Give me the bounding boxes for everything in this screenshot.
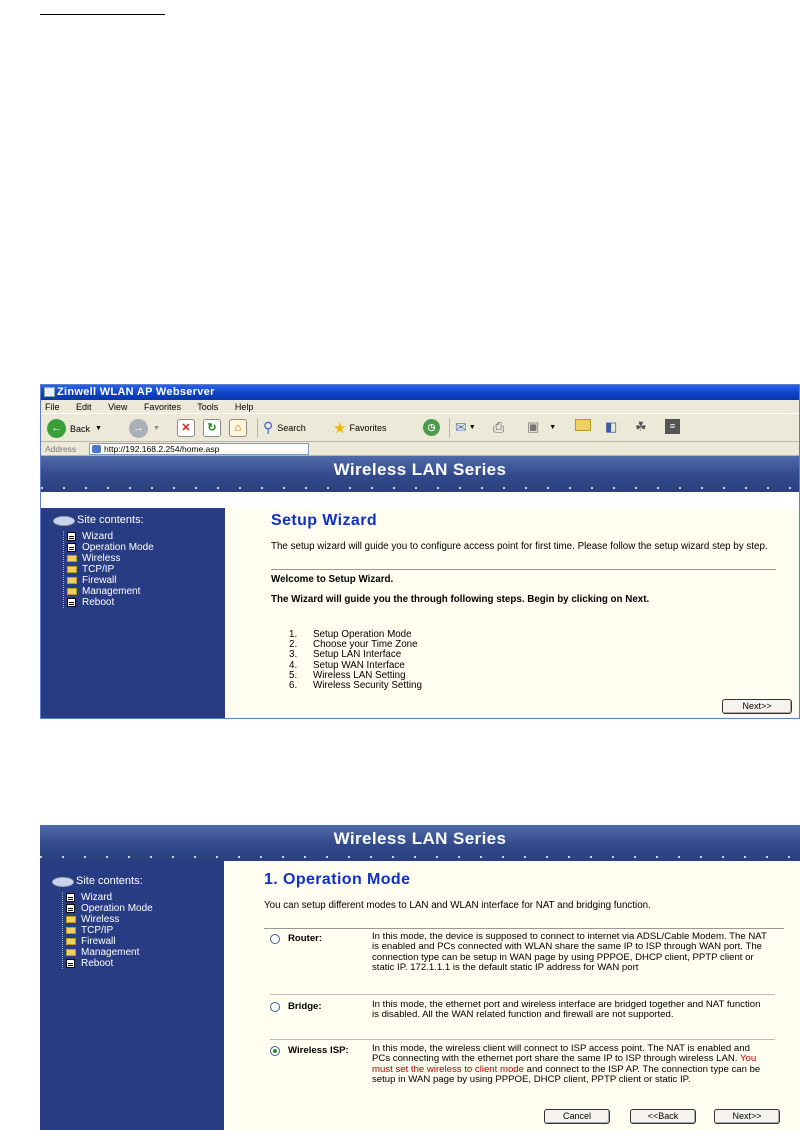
toolbar-separator bbox=[449, 418, 450, 438]
sidebar-item-firewall[interactable] bbox=[64, 575, 154, 586]
step-number: 3. bbox=[289, 649, 298, 661]
sidebar-item-label: Firewall bbox=[81, 936, 116, 947]
search-icon: ⚲ bbox=[263, 419, 274, 435]
folder-icon bbox=[66, 938, 76, 945]
divider bbox=[264, 928, 784, 929]
menu-bar bbox=[41, 400, 799, 414]
folder-icon bbox=[66, 927, 76, 934]
page-title: 1. Operation Mode bbox=[264, 871, 411, 888]
step-number: 6. bbox=[289, 680, 298, 692]
back-label: Back bbox=[70, 423, 91, 434]
step-text: Wireless LAN Setting bbox=[313, 669, 406, 681]
sidebar-item-label: Management bbox=[82, 586, 141, 597]
refresh-button[interactable] bbox=[203, 419, 221, 437]
address-label: Address bbox=[45, 444, 77, 454]
back-arrow-icon: ← bbox=[47, 419, 66, 438]
ie-app-icon bbox=[44, 387, 55, 397]
site-contents-label: Site contents: bbox=[77, 514, 144, 526]
dropdown-arrow-icon: ▼ bbox=[95, 425, 102, 432]
sidebar-item-tcpip[interactable] bbox=[63, 925, 153, 936]
sidebar-item-reboot[interactable] bbox=[63, 958, 153, 969]
main-content bbox=[224, 861, 800, 1130]
page-title: Setup Wizard bbox=[271, 512, 377, 529]
sidebar-item-wizard[interactable] bbox=[63, 892, 153, 903]
router-description: In this mode, the device is supposed to connect to internet via ADSL/Cable Modem. The NAT is enabled and PCs connected with WLAN share the same IP to ISP through WAN port. The connection type can be setup in WAN page by using PPPOE, DHCP client, PPTP client or static IP. 172.1.1.1 is the default static IP address for WAN port bbox=[372, 931, 767, 974]
page-icon bbox=[66, 904, 75, 913]
step-number: 1. bbox=[289, 629, 298, 640]
sidebar-item-label: Wizard bbox=[81, 892, 113, 903]
sidebar-item-label: Wireless bbox=[81, 914, 120, 925]
sidebar-item-firewall[interactable] bbox=[63, 936, 153, 947]
sidebar-item-wireless[interactable] bbox=[64, 553, 154, 564]
step-number: 4. bbox=[289, 659, 298, 671]
bridge-label: Bridge: bbox=[288, 1001, 322, 1012]
menu-favorites[interactable]: Favorites bbox=[143, 402, 181, 412]
sidebar-item-label: Wizard bbox=[82, 531, 114, 542]
folder-icon bbox=[67, 588, 77, 595]
sidebar-item-reboot[interactable] bbox=[64, 597, 154, 608]
sidebar-item-label: Reboot bbox=[82, 597, 115, 608]
bridge-radio[interactable] bbox=[270, 1002, 280, 1012]
forward-button[interactable] bbox=[129, 419, 160, 438]
window-title: Zinwell WLAN AP Webserver bbox=[57, 386, 215, 398]
next-button[interactable]: Next>> bbox=[714, 1109, 780, 1124]
step-text: Setup WAN Interface bbox=[313, 659, 405, 671]
folder-icon bbox=[67, 555, 77, 562]
step-text: Choose your Time Zone bbox=[313, 639, 418, 651]
wireless-isp-warning: You must set the wireless to client mode bbox=[372, 1053, 757, 1075]
paw-icon: ☘ bbox=[635, 419, 647, 434]
folder-icon bbox=[67, 566, 77, 573]
home-icon: ⌂ bbox=[229, 419, 247, 437]
mail-icon: ✉ bbox=[455, 419, 467, 435]
dropdown-arrow-icon: ▼ bbox=[153, 425, 160, 432]
dropdown-arrow-icon: ▼ bbox=[549, 423, 557, 431]
favorites-label: Favorites bbox=[349, 423, 387, 433]
step-number: 5. bbox=[289, 669, 298, 681]
sidebar-item-management[interactable] bbox=[63, 947, 153, 958]
sidebar-item-label: Reboot bbox=[81, 958, 114, 969]
step-number: 2. bbox=[289, 639, 298, 651]
step-text: Wireless Security Setting bbox=[313, 680, 422, 692]
welcome-text: Welcome to Setup Wizard. bbox=[271, 574, 394, 585]
folder-button[interactable] bbox=[575, 419, 591, 431]
sidebar-item-wizard[interactable] bbox=[64, 531, 154, 542]
sidebar-item-management[interactable] bbox=[64, 586, 154, 597]
browser-window bbox=[40, 384, 800, 719]
globe-icon bbox=[52, 877, 74, 887]
media-icon: ≡ bbox=[665, 419, 680, 434]
menu-help[interactable]: Help bbox=[234, 402, 254, 412]
favorites-star-icon: ★ bbox=[333, 420, 347, 437]
print-icon: ⎙ bbox=[493, 419, 505, 435]
toolbar bbox=[41, 414, 799, 442]
site-contents-title bbox=[53, 514, 144, 526]
folder-icon bbox=[66, 916, 76, 923]
sidebar-item-wireless[interactable] bbox=[63, 914, 153, 925]
menu-edit[interactable]: Edit bbox=[76, 402, 92, 412]
menu-view[interactable]: View bbox=[108, 402, 128, 412]
sidebar bbox=[41, 508, 225, 719]
wireless-isp-desc-pre: In this mode, the wireless client will connect to ISP access point. The NAT is enabled and PCs connecting with the ethernet port share the same IP to ISP through wireless LAN. bbox=[372, 1043, 750, 1065]
divider bbox=[271, 569, 776, 570]
menu-tools[interactable]: Tools bbox=[197, 402, 219, 412]
back-button[interactable] bbox=[47, 419, 102, 438]
site-contents-label: Site contents: bbox=[76, 875, 143, 887]
step-text: Setup Operation Mode bbox=[313, 629, 412, 640]
stop-button[interactable] bbox=[177, 419, 195, 437]
folder-icon bbox=[67, 577, 77, 584]
router-label: Router: bbox=[288, 933, 323, 944]
edit-icon: ▣ bbox=[527, 419, 540, 434]
sidebar-item-label: TCP/IP bbox=[81, 925, 114, 936]
bridge-option[interactable] bbox=[270, 1000, 372, 1021]
nav-tree bbox=[62, 892, 153, 969]
research-icon: ◧ bbox=[605, 419, 618, 434]
list-item bbox=[289, 681, 422, 691]
refresh-icon: ↻ bbox=[203, 419, 221, 437]
search-label: Search bbox=[277, 422, 306, 433]
folder-icon bbox=[575, 419, 591, 431]
stop-icon: ✕ bbox=[177, 419, 195, 437]
banner-title: Wireless LAN Series bbox=[41, 456, 799, 492]
sidebar-item-label: TCP/IP bbox=[82, 564, 115, 575]
page-icon bbox=[67, 598, 76, 607]
next-button[interactable]: Next>> bbox=[722, 699, 792, 714]
sidebar bbox=[40, 861, 224, 1130]
divider bbox=[270, 1039, 775, 1040]
page-icon bbox=[67, 532, 76, 541]
wireless-isp-desc-post: and connect to the ISP AP. The connection type can be setup in WAN page by using PPPOE, DHCP client, PPTP client or static IP. bbox=[372, 1063, 761, 1086]
research-button[interactable] bbox=[605, 419, 617, 435]
router-radio[interactable] bbox=[270, 934, 280, 944]
home-button[interactable] bbox=[229, 419, 247, 437]
sidebar-item-label: Operation Mode bbox=[82, 542, 154, 553]
page-icon bbox=[66, 959, 75, 968]
site-contents-title bbox=[52, 875, 143, 887]
sidebar-item-tcpip[interactable] bbox=[64, 564, 154, 575]
forward-arrow-icon: → bbox=[129, 419, 148, 438]
router-option[interactable] bbox=[270, 932, 372, 974]
edit-button[interactable] bbox=[527, 419, 556, 435]
step-text: Setup LAN Interface bbox=[313, 649, 402, 661]
toolbar-separator bbox=[257, 418, 258, 438]
steps-list bbox=[289, 630, 422, 691]
wireless-isp-option[interactable] bbox=[270, 1044, 372, 1086]
guide-text: The Wizard will guide you the through following steps. Begin by clicking on Next. bbox=[271, 594, 650, 605]
globe-icon bbox=[53, 516, 75, 526]
operation-mode-window bbox=[40, 825, 800, 1130]
intro-text: You can setup different modes to LAN and WLAN interface for NAT and bridging function. bbox=[264, 900, 651, 911]
mode-wireless-isp bbox=[270, 1044, 775, 1086]
history-button[interactable] bbox=[423, 419, 440, 436]
address-bar bbox=[41, 442, 799, 456]
favorites-button[interactable] bbox=[333, 419, 386, 437]
media-button[interactable] bbox=[665, 419, 680, 434]
main-content bbox=[225, 508, 800, 719]
sidebar-item-label: Management bbox=[81, 947, 140, 958]
messenger-button[interactable] bbox=[635, 419, 647, 435]
divider bbox=[270, 994, 775, 995]
cancel-button[interactable]: Cancel bbox=[544, 1109, 610, 1124]
folder-icon bbox=[66, 949, 76, 956]
mail-button[interactable] bbox=[455, 419, 476, 436]
banner-title: Wireless LAN Series bbox=[40, 825, 800, 861]
mode-bridge bbox=[270, 1000, 775, 1021]
sidebar-item-operation-mode[interactable] bbox=[64, 542, 154, 553]
page-icon bbox=[67, 543, 76, 552]
page-icon bbox=[66, 893, 75, 902]
wireless-isp-description bbox=[372, 1044, 767, 1086]
nav-tree bbox=[63, 531, 154, 608]
address-input[interactable]: http://192.168.2.254/home.asp bbox=[89, 443, 309, 455]
mode-router bbox=[270, 932, 775, 974]
sidebar-item-operation-mode[interactable] bbox=[63, 903, 153, 914]
back-step-button[interactable]: <<Back bbox=[630, 1109, 696, 1124]
window-titlebar bbox=[41, 385, 799, 400]
intro-text: The setup wizard will guide you to configure access point for first time. Please follow the setup wizard step by step. bbox=[271, 541, 768, 552]
print-button[interactable] bbox=[493, 419, 504, 436]
wireless-isp-radio[interactable] bbox=[270, 1046, 280, 1056]
sidebar-item-label: Operation Mode bbox=[81, 903, 153, 914]
dropdown-arrow-icon: ▼ bbox=[468, 424, 476, 431]
bridge-description: In this mode, the ethernet port and wireless interface are bridged together and NAT function is disabled. All the WAN related function and firewall are not supported. bbox=[372, 999, 761, 1021]
menu-file[interactable]: File bbox=[45, 402, 60, 412]
sidebar-item-label: Firewall bbox=[82, 575, 117, 586]
history-icon: ◷ bbox=[423, 419, 440, 436]
page-rule bbox=[40, 14, 165, 15]
wireless-isp-label: Wireless ISP: bbox=[288, 1045, 349, 1056]
sidebar-item-label: Wireless bbox=[82, 553, 121, 564]
search-button[interactable] bbox=[263, 419, 306, 436]
